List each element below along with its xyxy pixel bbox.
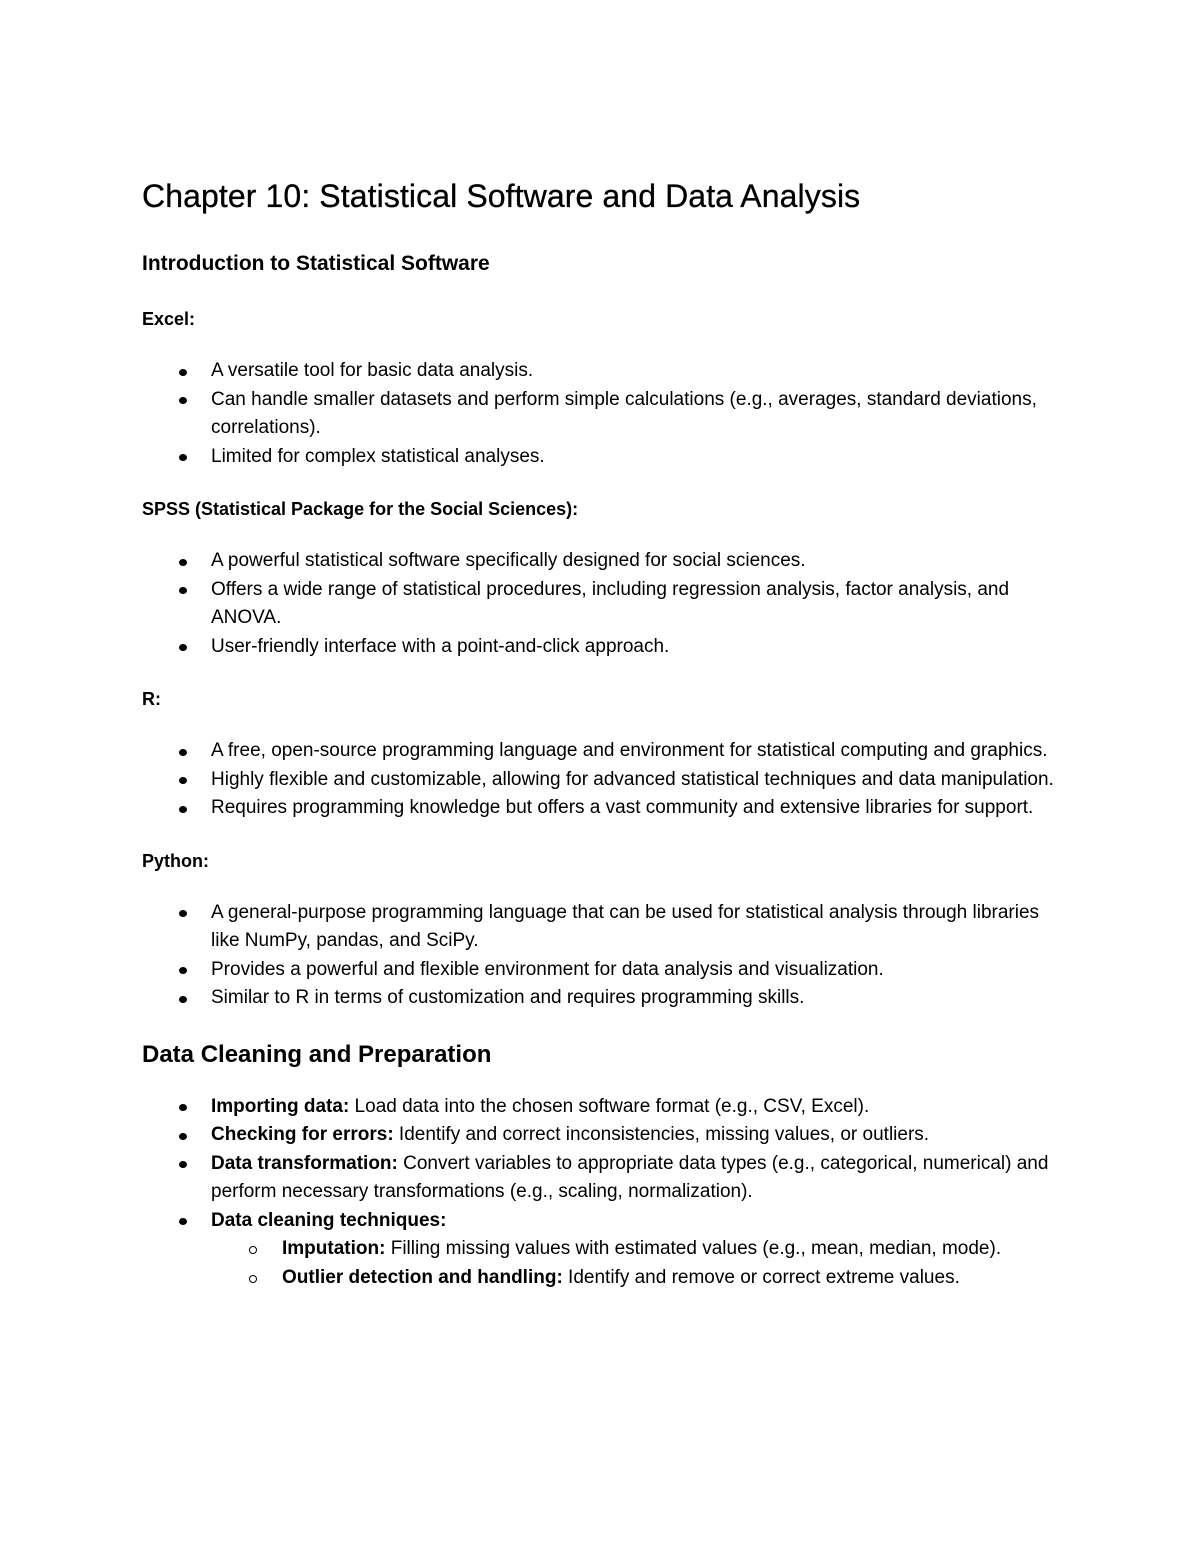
bullet-icon	[179, 369, 187, 376]
list-item: Data transformation: Convert variables to appropriate data types (e.g., categorical, numerical) and perform necessary transformations (e.g., scaling, normalization).	[142, 1150, 1062, 1207]
list-item: Provides a powerful and flexible environment for data analysis and visualization.	[142, 956, 1062, 985]
term-label: Imputation:	[282, 1238, 386, 1259]
chapter-title: Chapter 10: Statistical Software and Data Analysis	[142, 178, 861, 214]
tool-heading-spss: SPSS (Statistical Package for the Social Sciences):	[142, 499, 579, 519]
list-item: Similar to R in terms of customization and requires programming skills.	[142, 984, 1062, 1013]
bullet-icon	[179, 587, 187, 594]
tool-heading-r: R:	[142, 689, 161, 709]
bullet-icon	[179, 806, 187, 813]
list-item: Limited for complex statistical analyses.	[142, 443, 1062, 472]
section-heading-intro: Introduction to Statistical Software	[142, 252, 490, 275]
list-item: Can handle smaller datasets and perform simple calculations (e.g., averages, standard deviations, correlations).	[142, 386, 1062, 443]
bullet-icon	[179, 397, 187, 404]
bullet-icon	[179, 996, 187, 1003]
bullet-icon	[179, 967, 187, 974]
list-item: Requires programming knowledge but offers a vast community and extensive libraries for support.	[142, 794, 1062, 823]
term-label: Importing data:	[211, 1095, 350, 1117]
list-item: A versatile tool for basic data analysis.	[142, 357, 1062, 386]
list-item: A powerful statistical software specifically designed for social sciences.	[142, 547, 1062, 576]
bullet-icon	[179, 749, 187, 756]
bullet-icon	[179, 454, 187, 461]
bullet-icon	[179, 644, 187, 651]
bullet-icon	[179, 559, 187, 566]
term-label: Checking for errors:	[211, 1124, 394, 1145]
bullet-icon	[179, 1161, 187, 1168]
tool-heading-python: Python:	[142, 850, 209, 871]
term-label: Outlier detection and handling:	[282, 1266, 563, 1288]
cleaning-techniques-sublist	[142, 1235, 1062, 1292]
excel-bullet-list	[142, 357, 1062, 471]
list-item: Highly flexible and customizable, allowing for advanced statistical techniques and data manipulation.	[142, 766, 1062, 795]
term-label: Data cleaning techniques:	[211, 1209, 447, 1231]
term-label: Data transformation:	[211, 1152, 398, 1174]
tool-heading-excel: Excel:	[142, 309, 196, 329]
document-content	[142, 172, 1062, 1292]
data-cleaning-bullet-list	[142, 1093, 1062, 1293]
sub-list-item: Imputation: Filling missing values with estimated values (e.g., mean, median, mode).	[142, 1235, 1062, 1264]
spss-bullet-list	[142, 547, 1062, 661]
list-item: Checking for errors: Identify and correct inconsistencies, missing values, or outliers.	[142, 1121, 1062, 1150]
bullet-icon	[179, 1104, 187, 1111]
list-item: A general-purpose programming language that can be used for statistical analysis through libraries like NumPy, pandas, and SciPy.	[142, 899, 1062, 956]
hollow-bullet-icon	[249, 1246, 257, 1254]
list-item: A free, open-source programming language and environment for statistical computing and graphics.	[142, 737, 1062, 766]
bullet-icon	[179, 1133, 187, 1140]
list-item	[142, 1207, 1062, 1293]
bullet-icon	[179, 777, 187, 784]
list-item: User-friendly interface with a point-and-click approach.	[142, 633, 1062, 662]
section-heading-data-cleaning: Data Cleaning and Preparation	[142, 1040, 492, 1068]
list-item: Offers a wide range of statistical procedures, including regression analysis, factor analysis, and ANOVA.	[142, 576, 1062, 633]
bullet-icon	[179, 1218, 187, 1225]
bullet-icon	[179, 910, 187, 917]
r-bullet-list	[142, 737, 1062, 823]
sub-list-item: Outlier detection and handling: Identify and remove or correct extreme values.	[142, 1264, 1062, 1293]
python-bullet-list	[142, 899, 1062, 1013]
list-item: Importing data: Load data into the chosen software format (e.g., CSV, Excel).	[142, 1093, 1062, 1122]
hollow-bullet-icon	[249, 1275, 257, 1283]
